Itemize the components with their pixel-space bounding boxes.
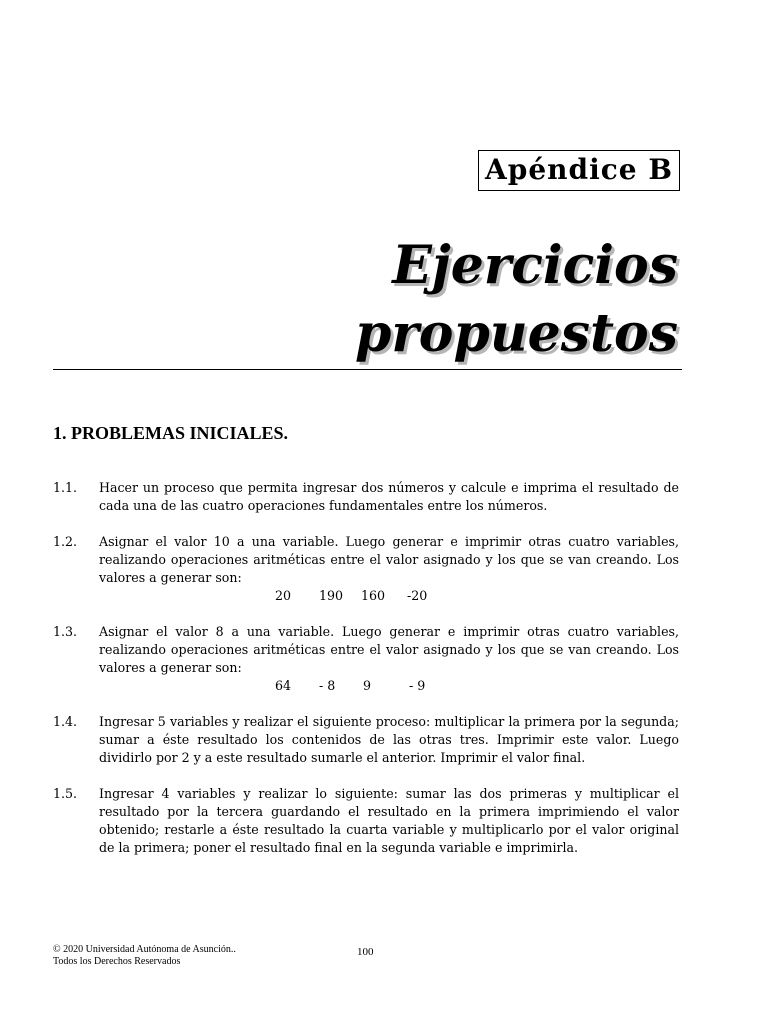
problem-body bbox=[99, 533, 679, 605]
problem-number: 1.2. bbox=[53, 534, 78, 549]
problem-number: 1.1. bbox=[53, 480, 78, 495]
value-item: 64 bbox=[275, 678, 292, 693]
values-row bbox=[99, 677, 679, 695]
page-number: 100 bbox=[357, 946, 374, 958]
value-item: -20 bbox=[407, 588, 428, 603]
value-item: 160 bbox=[361, 588, 386, 603]
problem-text: Ingresar 5 variables y realizar el siguiente proceso: multiplicar la primera por la segunda; sumar a éste resultado los contenidos de las otras tres. Imprimir este valor. Luego dividirlo por 2 y a este resultado sumarle el anterior. Imprimir el valor final. bbox=[99, 714, 679, 765]
problem-number: 1.5. bbox=[53, 786, 78, 801]
copyright-line-1: © 2020 Universidad Autónoma de Asunción.. bbox=[53, 944, 236, 955]
values-row bbox=[99, 587, 679, 605]
problem-list bbox=[53, 479, 679, 875]
copyright-notice bbox=[53, 944, 236, 968]
chapter-title bbox=[355, 232, 678, 368]
value-item: 190 bbox=[319, 588, 344, 603]
problem-1-1 bbox=[53, 479, 679, 515]
problem-number: 1.4. bbox=[53, 714, 78, 729]
problem-text: Asignar el valor 8 a una variable. Luego generar e imprimir otras cuatro variables, realizando operaciones aritméticas entre el valor asignado y los que se van creando. Los valores a generar son: bbox=[99, 624, 679, 675]
title-divider bbox=[53, 369, 682, 370]
chapter-title-line-2: propuestos bbox=[355, 303, 678, 364]
problem-text: Ingresar 4 variables y realizar lo siguiente: sumar las dos primeras y multiplicar el resultado por la tercera guardando el resultado en la primera imprimiendo el valor obtenido; restarle a éste resultado la cuarta variable y multiplicarlo por el valor original de la primera; poner el resultado final en la segunda variable e imprimirla. bbox=[99, 786, 679, 855]
appendix-label: Apéndice B bbox=[478, 150, 680, 191]
problem-1-5 bbox=[53, 785, 679, 857]
section-heading: 1. PROBLEMAS INICIALES. bbox=[53, 423, 289, 443]
problem-1-2 bbox=[53, 533, 679, 605]
problem-1-3 bbox=[53, 623, 679, 695]
value-item: 20 bbox=[275, 588, 292, 603]
problem-body bbox=[99, 623, 679, 695]
value-item: 9 bbox=[363, 678, 372, 693]
copyright-line-2: Todos los Derechos Reservados bbox=[53, 956, 181, 967]
problem-number: 1.3. bbox=[53, 624, 78, 639]
value-item: - 9 bbox=[409, 678, 426, 693]
chapter-title-line-1: Ejercicios bbox=[392, 235, 678, 296]
value-item: - 8 bbox=[319, 678, 336, 693]
problem-text: Hacer un proceso que permita ingresar dos números y calcule e imprima el resultado de cada una de las cuatro operaciones fundamentales entre los números. bbox=[99, 480, 679, 513]
problem-text: Asignar el valor 10 a una variable. Luego generar e imprimir otras cuatro variables, realizando operaciones aritméticas entre el valor asignado y los que se van creando. Los valores a generar son: bbox=[99, 534, 679, 585]
problem-1-4 bbox=[53, 713, 679, 767]
